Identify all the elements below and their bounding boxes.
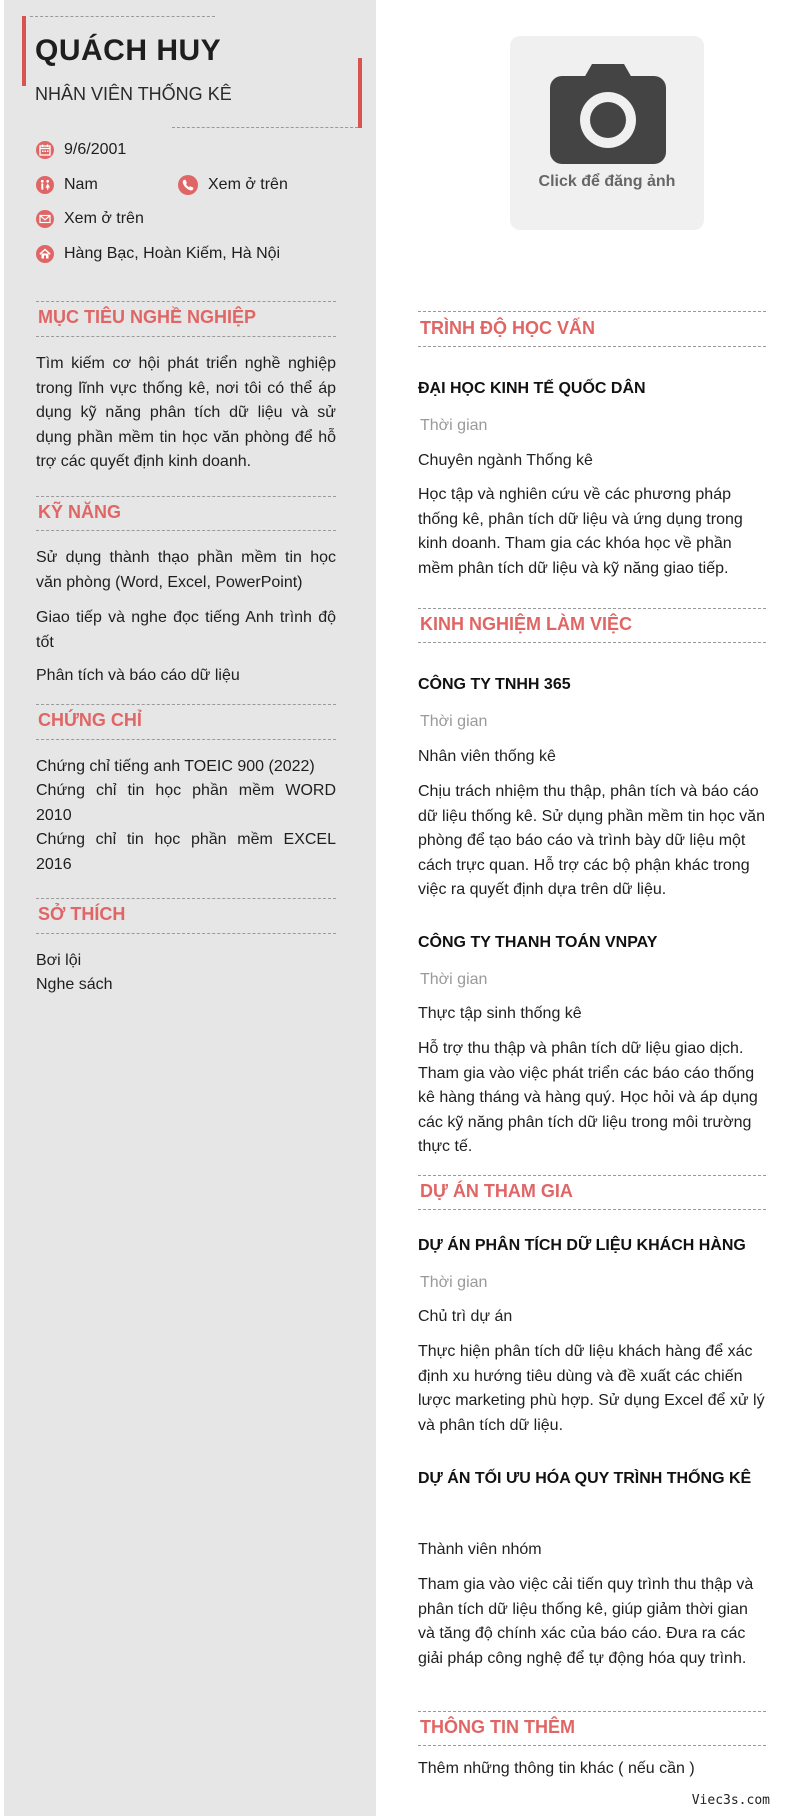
- skill-item[interactable]: Giao tiếp và nghe đọc tiếng Anh trình độ tốt: [36, 609, 336, 651]
- divider: [36, 739, 336, 740]
- project-description[interactable]: Tham gia vào việc cải tiến quy trình thu thập và phân tích dữ liệu thống kê, giúp giảm thời gian và tăng độ chính xác của báo cáo. Đưa ra các giải pháp công nghệ để tự động hóa quy trình.: [418, 1576, 754, 1667]
- divider: [36, 898, 336, 899]
- divider: [418, 1209, 766, 1210]
- phone-value: Xem ở trên: [208, 176, 288, 193]
- skill-item[interactable]: Sử dụng thành thạo phần mềm tin học văn phòng (Word, Excel, PowerPoint): [36, 549, 336, 591]
- section-title-experience: KINH NGHIỆM LÀM VIỆC: [420, 614, 633, 634]
- contact-birthday[interactable]: [36, 139, 126, 161]
- divider: [418, 1175, 766, 1176]
- divider: [36, 933, 336, 934]
- job-description[interactable]: Hỗ trợ thu thập và phân tích dữ liệu giao dịch. Tham gia vào việc phát triển các báo cáo thống kê hàng tháng và hàng quý. Học hỏi và áp dụng các kỹ năng phân tích dữ liệu trong môi trường thực tế.: [418, 1040, 758, 1155]
- accent-bar: [22, 16, 26, 86]
- certificate-item[interactable]: Chứng chỉ tin học phần mềm WORD 2010: [36, 782, 336, 824]
- contact-gender[interactable]: [36, 174, 98, 196]
- gender-icon: [36, 176, 54, 194]
- divider: [172, 127, 358, 128]
- photo-upload[interactable]: [510, 36, 704, 230]
- certificate-item[interactable]: Chứng chỉ tiếng anh TOEIC 900 (2022): [36, 758, 315, 775]
- project-role[interactable]: Thành viên nhóm: [418, 1541, 542, 1558]
- mail-icon: [36, 210, 54, 228]
- photo-caption: Click để đăng ảnh: [538, 173, 676, 190]
- divider: [418, 311, 766, 312]
- job-time[interactable]: Thời gian: [420, 713, 488, 730]
- cv-header: [22, 16, 362, 128]
- full-name[interactable]: QUÁCH HUY: [35, 34, 222, 67]
- project-name[interactable]: DỰ ÁN TỐI ƯU HÓA QUY TRÌNH THỐNG KÊ: [418, 1470, 752, 1487]
- camera-icon: [550, 64, 666, 164]
- phone-icon: [178, 175, 198, 195]
- calendar-icon: [36, 141, 54, 159]
- contact-email[interactable]: [36, 208, 144, 230]
- certificate-item[interactable]: Chứng chỉ tin học phần mềm EXCEL 2016: [36, 831, 336, 873]
- section-title-objective: MỤC TIÊU NGHỀ NGHIỆP: [38, 307, 257, 327]
- divider: [418, 1711, 766, 1712]
- job-company[interactable]: CÔNG TY THANH TOÁN VNPAY: [418, 934, 658, 951]
- divider: [36, 704, 336, 705]
- address-value: Hàng Bạc, Hoàn Kiếm, Hà Nội: [64, 245, 281, 262]
- hobby-item[interactable]: Bơi lội: [36, 952, 82, 969]
- divider: [418, 608, 766, 609]
- divider: [36, 336, 336, 337]
- objective-text[interactable]: Tìm kiếm cơ hội phát triển nghề nghiệp trong lĩnh vực thống kê, nơi tôi có thể áp dụng kỹ năng phân tích dữ liệu và sử dụng phần mềm tin học văn phòng để hỗ trợ các quyết định kinh doanh.: [36, 355, 336, 470]
- job-position[interactable]: Thực tập sinh thống kê: [418, 1005, 582, 1022]
- job-time[interactable]: Thời gian: [420, 971, 488, 988]
- footer-brand: Viec3s.com: [691, 1793, 770, 1808]
- section-title-education: TRÌNH ĐỘ HỌC VẤN: [420, 318, 595, 338]
- contact-phone[interactable]: [178, 174, 288, 196]
- divider: [418, 642, 766, 643]
- job-title[interactable]: NHÂN VIÊN THỐNG KÊ: [35, 84, 232, 104]
- education-time[interactable]: Thời gian: [420, 417, 488, 434]
- divider: [36, 496, 336, 497]
- section-title-certificates: CHỨNG CHỈ: [38, 710, 142, 730]
- project-name[interactable]: DỰ ÁN PHÂN TÍCH DỮ LIỆU KHÁCH HÀNG: [418, 1237, 746, 1254]
- project-description[interactable]: Thực hiện phân tích dữ liệu khách hàng để xác định xu hướng tiêu dùng và đề xuất các chiến lược marketing phù hợp. Sử dụng Excel để xử lý và phân tích dữ liệu.: [418, 1343, 765, 1434]
- hobby-item[interactable]: Nghe sách: [36, 976, 113, 993]
- job-position[interactable]: Nhân viên thống kê: [418, 748, 556, 765]
- skill-item[interactable]: Phân tích và báo cáo dữ liệu: [36, 667, 240, 684]
- job-description[interactable]: Chịu trách nhiệm thu thập, phân tích và báo cáo dữ liệu thống kê. Sử dụng phần mềm tin học văn phòng để tạo báo cáo và trình bày dữ liệu một cách trực quan. Hỗ trợ các bộ phận khác trong việc ra quyết định dựa trên dữ liệu.: [418, 783, 765, 898]
- section-title-additional: THÔNG TIN THÊM: [420, 1717, 575, 1737]
- education-school[interactable]: ĐẠI HỌC KINH TẾ QUỐC DÂN: [418, 380, 646, 397]
- job-company[interactable]: CÔNG TY TNHH 365: [418, 676, 571, 693]
- contact-address[interactable]: [36, 243, 280, 265]
- project-role[interactable]: Chủ trì dự án: [418, 1308, 513, 1325]
- section-title-skills: KỸ NĂNG: [38, 502, 122, 522]
- divider: [36, 530, 336, 531]
- section-title-projects: DỰ ÁN THAM GIA: [420, 1181, 573, 1201]
- home-icon: [36, 245, 54, 263]
- gender-value: Nam: [64, 176, 98, 193]
- email-value: Xem ở trên: [64, 210, 144, 227]
- divider: [30, 16, 215, 17]
- accent-bar: [358, 58, 362, 128]
- divider: [418, 1745, 766, 1746]
- divider: [418, 346, 766, 347]
- education-major[interactable]: Chuyên ngành Thống kê: [418, 452, 593, 469]
- divider: [36, 301, 336, 302]
- additional-text[interactable]: Thêm những thông tin khác ( nếu cần ): [418, 1760, 695, 1777]
- project-time[interactable]: Thời gian: [420, 1274, 488, 1291]
- section-title-hobbies: SỞ THÍCH: [38, 904, 126, 924]
- education-description[interactable]: Học tập và nghiên cứu về các phương pháp thống kê, phân tích dữ liệu và ứng dụng trong kinh doanh. Tham gia các khóa học về phần mềm phân tích dữ liệu và kỹ năng giao tiếp.: [418, 486, 743, 577]
- birthday-value: 9/6/2001: [64, 141, 127, 158]
